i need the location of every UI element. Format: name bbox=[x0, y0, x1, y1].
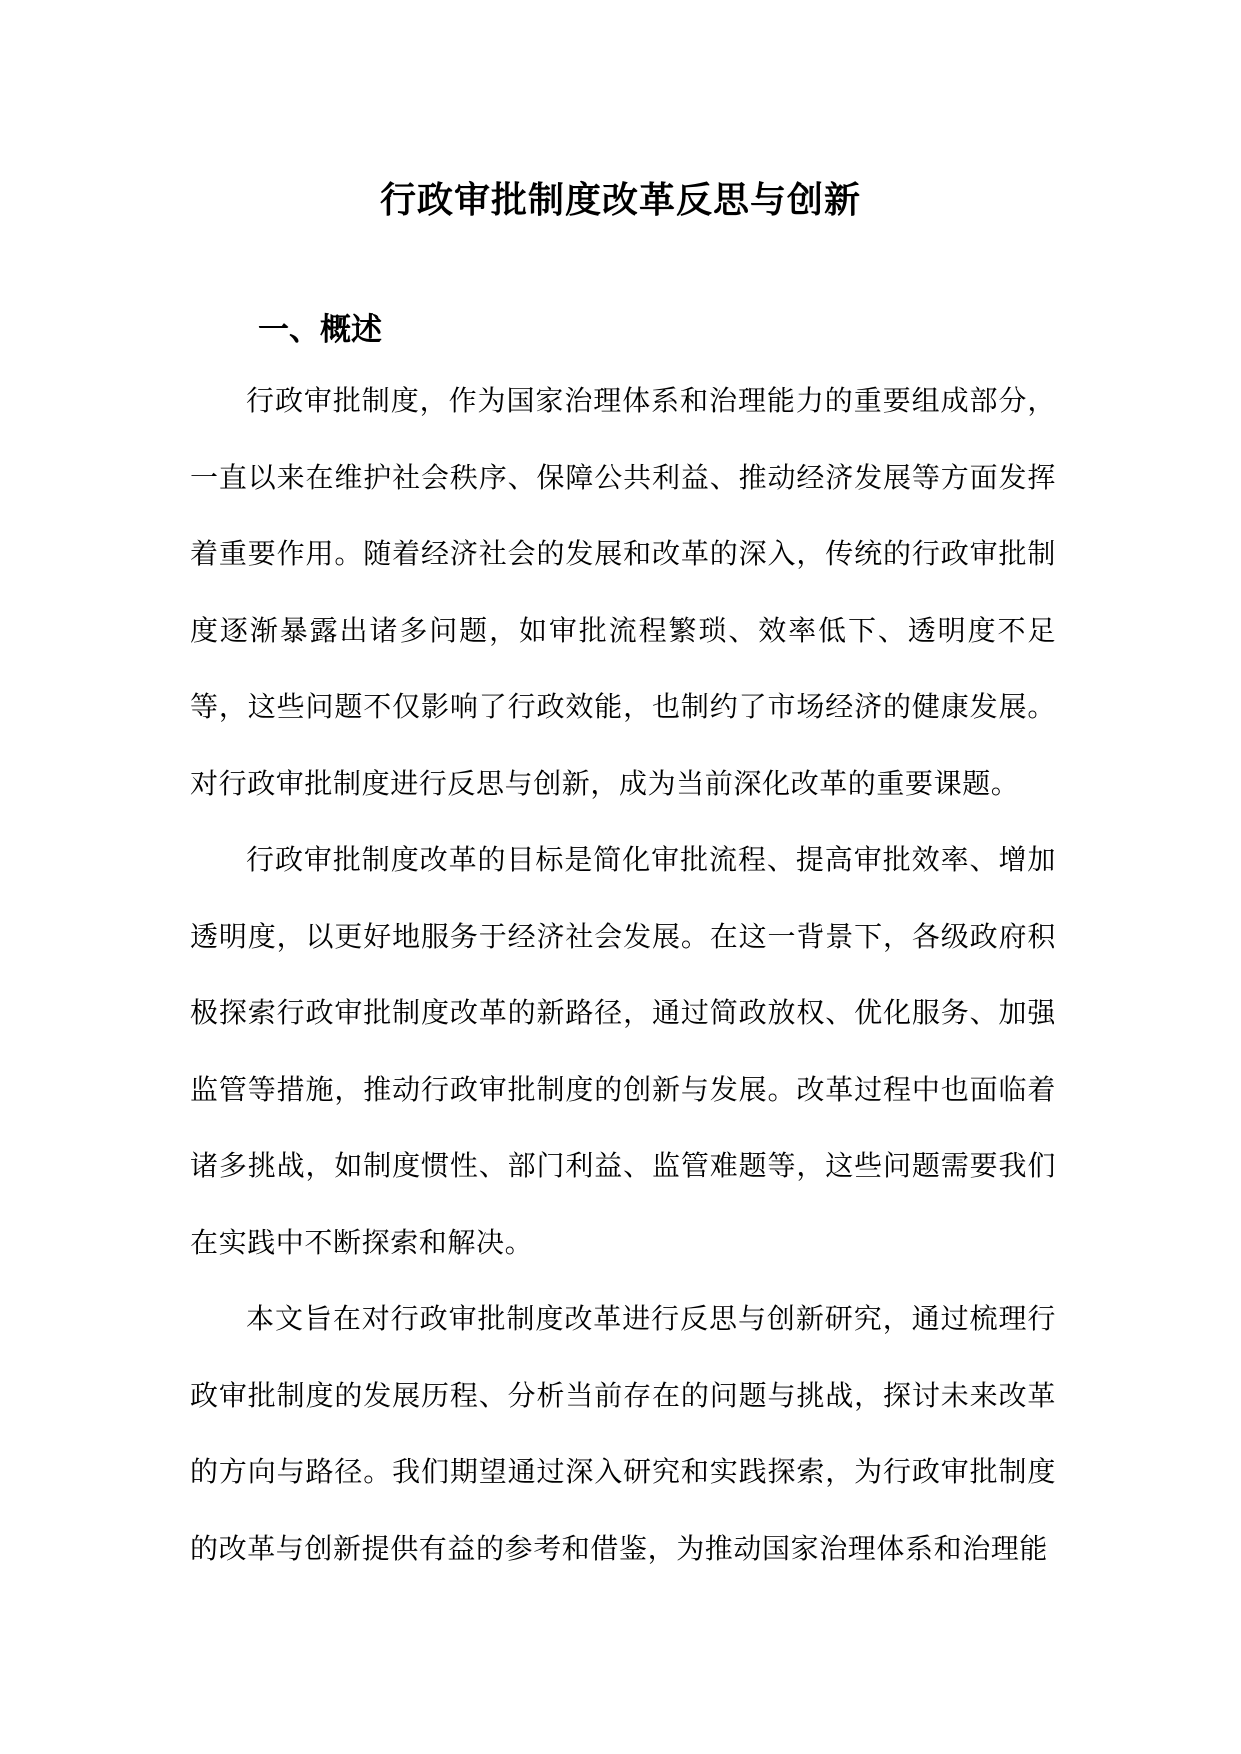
paragraph-2: 行政审批制度改革的目标是简化审批流程、提高审批效率、增加透明度，以更好地服务于经济社会发展。在这一背景下，各级政府积极探索行政审批制度改革的新路径，通过简政放权、优化服务、加强监管等措施，推动行政审批制度的创新与发展。改革过程中也面临着诸多挑战，如制度惯性、部门利益、监管难题等，这些问题需要我们在实践中不断探索和解决。 bbox=[190, 843, 1056, 1259]
paragraph-1: 行政审批制度，作为国家治理体系和治理能力的重要组成部分，一直以来在维护社会秩序、保障公共利益、推动经济发展等方面发挥着重要作用。随着经济社会的发展和改革的深入，传统的行政审批制度逐渐暴露出诸多问题，如审批流程繁琐、效率低下、透明度不足等，这些问题不仅影响了行政效能，也制约了市场经济的健康发展。对行政审批制度进行反思与创新，成为当前深化改革的重要课题。 bbox=[190, 384, 1056, 800]
body-text bbox=[190, 363, 1056, 1587]
document-title: 行政审批制度改革反思与创新 bbox=[379, 179, 861, 222]
section-heading: 一、概述 bbox=[258, 311, 382, 348]
paragraph-3: 本文旨在对行政审批制度改革进行反思与创新研究，通过梳理行政审批制度的发展历程、分析当前存在的问题与挑战，探讨未来改革的方向与路径。我们期望通过深入研究和实践探索，为行政审批制度的改革与创新提供有益的参考和借鉴，为推动国家治理体系和治理能 bbox=[190, 1302, 1056, 1565]
